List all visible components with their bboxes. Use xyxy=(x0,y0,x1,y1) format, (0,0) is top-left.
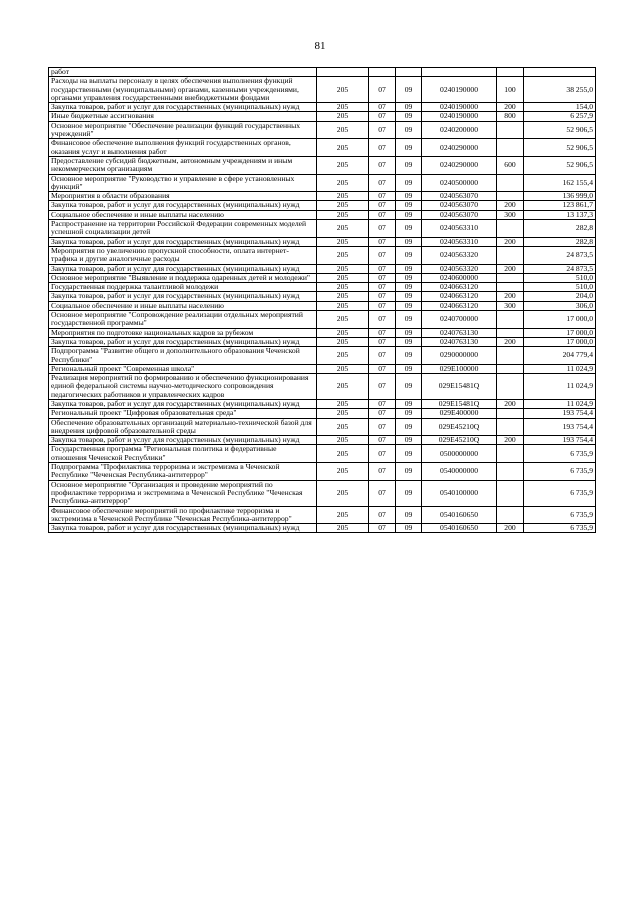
grbs-code-cell: 205 xyxy=(317,311,369,329)
subsection-code-cell: 09 xyxy=(396,480,422,506)
amount-cell: 52 906,5 xyxy=(524,121,596,139)
expense-name-cell: Закупка товаров, работ и услуг для государственных (муниципальных) нужд xyxy=(49,264,317,273)
subsection-code-cell: 09 xyxy=(396,220,422,238)
amount-cell: 306,0 xyxy=(524,301,596,310)
target-article-cell: 0240190000 xyxy=(422,103,497,112)
expense-type-cell: 600 xyxy=(497,156,524,174)
subsection-code-cell: 09 xyxy=(396,103,422,112)
amount-cell: 17 000,0 xyxy=(524,337,596,346)
grbs-code-cell: 205 xyxy=(317,156,369,174)
expense-type-cell: 800 xyxy=(497,112,524,121)
expense-name-cell: Закупка товаров, работ и услуг для государственных (муниципальных) нужд xyxy=(49,103,317,112)
section-code-cell: 07 xyxy=(369,301,396,310)
table-row xyxy=(49,524,596,533)
target-article-cell: 0240290000 xyxy=(422,156,497,174)
table-row xyxy=(49,220,596,238)
target-article-cell: 0240563310 xyxy=(422,237,497,246)
target-article-cell: 0240763130 xyxy=(422,337,497,346)
expense-name-cell: Иные бюджетные ассигнования xyxy=(49,112,317,121)
table-row xyxy=(49,112,596,121)
grbs-code-cell: 205 xyxy=(317,463,369,481)
table-row xyxy=(49,463,596,481)
target-article-cell: 0540000000 xyxy=(422,463,497,481)
amount-cell: 11 024,9 xyxy=(524,399,596,408)
target-article-cell: 029E45210Q xyxy=(422,418,497,436)
grbs-code-cell: 205 xyxy=(317,103,369,112)
section-code-cell: 07 xyxy=(369,283,396,292)
grbs-code-cell: 205 xyxy=(317,112,369,121)
subsection-code-cell: 09 xyxy=(396,77,422,103)
expense-name-cell: Финансовое обеспечение выполнения функций государственных органов, оказания услуг и выполнения работ xyxy=(49,139,317,157)
expense-type-cell xyxy=(497,139,524,157)
expense-name-cell: Государственная поддержка талантливой молодежи xyxy=(49,283,317,292)
table-row xyxy=(49,409,596,418)
target-article-cell: 0240600000 xyxy=(422,273,497,282)
subsection-code-cell: 09 xyxy=(396,337,422,346)
amount-cell: 204,0 xyxy=(524,292,596,301)
grbs-code-cell: 205 xyxy=(317,418,369,436)
target-article-cell: 029E15481Q xyxy=(422,374,497,400)
amount-cell: 123 861,7 xyxy=(524,201,596,210)
table-row xyxy=(49,77,596,103)
grbs-code-cell: 205 xyxy=(317,121,369,139)
section-code-cell: 07 xyxy=(369,311,396,329)
expense-type-cell: 200 xyxy=(497,292,524,301)
grbs-code-cell: 205 xyxy=(317,374,369,400)
expense-type-cell xyxy=(497,246,524,264)
amount-cell xyxy=(524,68,596,77)
target-article-cell: 0290000000 xyxy=(422,347,497,365)
expense-type-cell: 300 xyxy=(497,301,524,310)
section-code-cell: 07 xyxy=(369,292,396,301)
table-row xyxy=(49,174,596,192)
amount-cell: 6 735,9 xyxy=(524,463,596,481)
expense-type-cell xyxy=(497,480,524,506)
target-article-cell: 029E15481Q xyxy=(422,399,497,408)
expense-name-cell: Основное мероприятие "Руководство и управление в сфере установленных функций" xyxy=(49,174,317,192)
section-code-cell: 07 xyxy=(369,174,396,192)
subsection-code-cell: 09 xyxy=(396,283,422,292)
grbs-code-cell: 205 xyxy=(317,201,369,210)
section-code-cell: 07 xyxy=(369,103,396,112)
target-article-cell: 0240563070 xyxy=(422,210,497,219)
section-code-cell: 07 xyxy=(369,445,396,463)
grbs-code-cell: 205 xyxy=(317,480,369,506)
target-article-cell: 0240563320 xyxy=(422,246,497,264)
section-code-cell: 07 xyxy=(369,246,396,264)
target-article-cell: 0240190000 xyxy=(422,112,497,121)
expense-type-cell xyxy=(497,506,524,524)
grbs-code-cell: 205 xyxy=(317,77,369,103)
expense-type-cell: 200 xyxy=(497,264,524,273)
amount-cell: 24 873,5 xyxy=(524,246,596,264)
subsection-code-cell: 09 xyxy=(396,192,422,201)
amount-cell: 6 257,9 xyxy=(524,112,596,121)
expense-type-cell xyxy=(497,121,524,139)
table-row xyxy=(49,480,596,506)
subsection-code-cell: 09 xyxy=(396,506,422,524)
subsection-code-cell: 09 xyxy=(396,311,422,329)
amount-cell: 193 754,4 xyxy=(524,409,596,418)
target-article-cell xyxy=(422,68,497,77)
grbs-code-cell: 205 xyxy=(317,139,369,157)
expense-name-cell: Подпрограмма "Профилактика терроризма и экстремизма в Чеченской Республике "Чеченская Республика-антитеррор" xyxy=(49,463,317,481)
target-article-cell: 0500000000 xyxy=(422,445,497,463)
section-code-cell: 07 xyxy=(369,139,396,157)
section-code-cell: 07 xyxy=(369,328,396,337)
subsection-code-cell: 09 xyxy=(396,292,422,301)
table-row xyxy=(49,264,596,273)
section-code-cell xyxy=(369,68,396,77)
subsection-code-cell: 09 xyxy=(396,409,422,418)
expense-name-cell: Расходы на выплаты персоналу в целях обеспечения выполнения функций государственными (муниципальными) органами, казенными учреждениями, органами управления государственными внебюджетными фондами xyxy=(49,77,317,103)
amount-cell: 154,0 xyxy=(524,103,596,112)
section-code-cell: 07 xyxy=(369,121,396,139)
expense-type-cell xyxy=(497,364,524,373)
expense-type-cell xyxy=(497,418,524,436)
section-code-cell: 07 xyxy=(369,264,396,273)
table-row xyxy=(49,201,596,210)
grbs-code-cell: 205 xyxy=(317,246,369,264)
section-code-cell: 07 xyxy=(369,347,396,365)
subsection-code-cell: 09 xyxy=(396,112,422,121)
section-code-cell: 07 xyxy=(369,220,396,238)
amount-cell: 6 735,9 xyxy=(524,524,596,533)
expense-type-cell xyxy=(497,68,524,77)
amount-cell: 17 000,0 xyxy=(524,311,596,329)
expense-name-cell: Реализация мероприятий по формированию и обеспечению функционирования единой федеральной системы научно-методического сопровождения педагогических работников и управленческих кадров xyxy=(49,374,317,400)
grbs-code-cell: 205 xyxy=(317,409,369,418)
amount-cell: 17 000,0 xyxy=(524,328,596,337)
subsection-code-cell: 09 xyxy=(396,246,422,264)
section-code-cell: 07 xyxy=(369,399,396,408)
grbs-code-cell: 205 xyxy=(317,283,369,292)
expense-type-cell xyxy=(497,409,524,418)
expense-name-cell: Мероприятия в области образования xyxy=(49,192,317,201)
grbs-code-cell: 205 xyxy=(317,436,369,445)
expense-type-cell: 200 xyxy=(497,399,524,408)
expense-type-cell xyxy=(497,311,524,329)
section-code-cell: 07 xyxy=(369,506,396,524)
expense-type-cell: 200 xyxy=(497,201,524,210)
grbs-code-cell: 205 xyxy=(317,399,369,408)
grbs-code-cell: 205 xyxy=(317,524,369,533)
table-row xyxy=(49,418,596,436)
subsection-code-cell: 09 xyxy=(396,210,422,219)
table-row xyxy=(49,445,596,463)
amount-cell: 6 735,9 xyxy=(524,480,596,506)
expense-name-cell: Основное мероприятие "Выявление и поддержка одаренных детей и молодежи" xyxy=(49,273,317,282)
amount-cell: 38 255,0 xyxy=(524,77,596,103)
amount-cell: 11 024,9 xyxy=(524,364,596,373)
subsection-code-cell: 09 xyxy=(396,418,422,436)
grbs-code-cell: 205 xyxy=(317,506,369,524)
amount-cell: 136 999,0 xyxy=(524,192,596,201)
grbs-code-cell: 205 xyxy=(317,301,369,310)
amount-cell: 510,0 xyxy=(524,273,596,282)
section-code-cell: 07 xyxy=(369,463,396,481)
grbs-code-cell: 205 xyxy=(317,328,369,337)
target-article-cell: 0240500000 xyxy=(422,174,497,192)
amount-cell: 13 137,3 xyxy=(524,210,596,219)
amount-cell: 193 754,4 xyxy=(524,418,596,436)
target-article-cell: 0240290000 xyxy=(422,139,497,157)
expense-name-cell: Закупка товаров, работ и услуг для государственных (муниципальных) нужд xyxy=(49,237,317,246)
section-code-cell: 07 xyxy=(369,337,396,346)
section-code-cell: 07 xyxy=(369,364,396,373)
expense-type-cell: 200 xyxy=(497,103,524,112)
section-code-cell: 07 xyxy=(369,480,396,506)
target-article-cell: 0240563310 xyxy=(422,220,497,238)
expense-name-cell: Подпрограмма "Развитие общего и дополнительного образования Чеченской Республики" xyxy=(49,347,317,365)
expense-type-cell xyxy=(497,347,524,365)
page-number: 81 xyxy=(314,40,326,52)
amount-cell: 11 024,9 xyxy=(524,374,596,400)
amount-cell: 510,0 xyxy=(524,283,596,292)
section-code-cell: 07 xyxy=(369,409,396,418)
target-article-cell: 0240663120 xyxy=(422,283,497,292)
subsection-code-cell: 09 xyxy=(396,264,422,273)
amount-cell: 24 873,5 xyxy=(524,264,596,273)
section-code-cell: 07 xyxy=(369,273,396,282)
subsection-code-cell: 09 xyxy=(396,174,422,192)
target-article-cell: 0540160650 xyxy=(422,506,497,524)
expense-type-cell: 100 xyxy=(497,77,524,103)
target-article-cell: 0240200000 xyxy=(422,121,497,139)
expense-name-cell: Государственная программа "Региональная политика и федеративные отношения Чеченской Республики" xyxy=(49,445,317,463)
expense-type-cell xyxy=(497,445,524,463)
subsection-code-cell: 09 xyxy=(396,463,422,481)
section-code-cell: 07 xyxy=(369,237,396,246)
expense-type-cell: 200 xyxy=(497,337,524,346)
section-code-cell: 07 xyxy=(369,210,396,219)
subsection-code-cell: 09 xyxy=(396,139,422,157)
expense-name-cell: Основное мероприятие "Организация и проведение мероприятий по профилактике терроризма и экстремизма в Чеченской Республике "Чеченская Республика-антитеррор" xyxy=(49,480,317,506)
expense-type-cell xyxy=(497,374,524,400)
grbs-code-cell: 205 xyxy=(317,237,369,246)
section-code-cell: 07 xyxy=(369,524,396,533)
expense-name-cell: Социальное обеспечение и иные выплаты населению xyxy=(49,301,317,310)
grbs-code-cell: 205 xyxy=(317,347,369,365)
target-article-cell: 0540160650 xyxy=(422,524,497,533)
expense-type-cell xyxy=(497,328,524,337)
target-article-cell: 029E100000 xyxy=(422,364,497,373)
table-row xyxy=(49,347,596,365)
target-article-cell: 0240563320 xyxy=(422,264,497,273)
expense-name-cell: Закупка товаров, работ и услуг для государственных (муниципальных) нужд xyxy=(49,201,317,210)
subsection-code-cell: 09 xyxy=(396,273,422,282)
target-article-cell: 029E400000 xyxy=(422,409,497,418)
expense-type-cell xyxy=(497,463,524,481)
subsection-code-cell: 09 xyxy=(396,524,422,533)
target-article-cell: 0240563070 xyxy=(422,201,497,210)
subsection-code-cell: 09 xyxy=(396,328,422,337)
table-row xyxy=(49,328,596,337)
amount-cell: 52 906,5 xyxy=(524,156,596,174)
expense-type-cell: 200 xyxy=(497,237,524,246)
amount-cell: 282,8 xyxy=(524,237,596,246)
expense-name-cell: Региональный проект "Современная школа" xyxy=(49,364,317,373)
target-article-cell: 0540100000 xyxy=(422,480,497,506)
target-article-cell: 0240663120 xyxy=(422,301,497,310)
expense-name-cell: работ xyxy=(49,68,317,77)
amount-cell: 193 754,4 xyxy=(524,436,596,445)
table-row xyxy=(49,121,596,139)
subsection-code-cell: 09 xyxy=(396,399,422,408)
expense-name-cell: Закупка товаров, работ и услуг для государственных (муниципальных) нужд xyxy=(49,436,317,445)
expense-type-cell: 200 xyxy=(497,436,524,445)
target-article-cell: 0240763130 xyxy=(422,328,497,337)
table-row xyxy=(49,374,596,400)
section-code-cell: 07 xyxy=(369,77,396,103)
expense-name-cell: Финансовое обеспечение мероприятий по профилактике терроризма и экстремизма в Чеченской Республике "Чеченская Республика-антитеррор" xyxy=(49,506,317,524)
subsection-code-cell: 09 xyxy=(396,347,422,365)
section-code-cell: 07 xyxy=(369,436,396,445)
expense-name-cell: Основное мероприятие "Обеспечение реализации функций государственных учреждений" xyxy=(49,121,317,139)
budget-table-body xyxy=(49,68,596,533)
grbs-code-cell: 205 xyxy=(317,220,369,238)
target-article-cell: 0240190000 xyxy=(422,77,497,103)
section-code-cell: 07 xyxy=(369,418,396,436)
table-row xyxy=(49,311,596,329)
section-code-cell: 07 xyxy=(369,112,396,121)
table-row xyxy=(49,292,596,301)
expense-type-cell: 300 xyxy=(497,210,524,219)
section-code-cell: 07 xyxy=(369,374,396,400)
target-article-cell: 0240563070 xyxy=(422,192,497,201)
amount-cell: 6 735,9 xyxy=(524,445,596,463)
subsection-code-cell xyxy=(396,68,422,77)
grbs-code-cell: 205 xyxy=(317,174,369,192)
grbs-code-cell: 205 xyxy=(317,273,369,282)
target-article-cell: 0240663120 xyxy=(422,292,497,301)
budget-table xyxy=(48,67,596,533)
grbs-code-cell: 205 xyxy=(317,210,369,219)
grbs-code-cell: 205 xyxy=(317,192,369,201)
subsection-code-cell: 09 xyxy=(396,121,422,139)
expense-name-cell: Мероприятия по увеличению пропускной способности, оплата интернет-трафика и другие аналогичные расходы xyxy=(49,246,317,264)
amount-cell: 52 906,5 xyxy=(524,139,596,157)
expense-name-cell: Распространение на территории Российской Федерации современных моделей успешной социализации детей xyxy=(49,220,317,238)
grbs-code-cell: 205 xyxy=(317,337,369,346)
expense-name-cell: Мероприятия по подготовке национальных кадров за рубежом xyxy=(49,328,317,337)
expense-name-cell: Основное мероприятие "Сопровождение реализации отдельных мероприятий государственной программы" xyxy=(49,311,317,329)
amount-cell: 162 155,4 xyxy=(524,174,596,192)
amount-cell: 204 779,4 xyxy=(524,347,596,365)
target-article-cell: 0240700000 xyxy=(422,311,497,329)
grbs-code-cell xyxy=(317,68,369,77)
subsection-code-cell: 09 xyxy=(396,301,422,310)
amount-cell: 282,8 xyxy=(524,220,596,238)
grbs-code-cell: 205 xyxy=(317,292,369,301)
expense-name-cell: Закупка товаров, работ и услуг для государственных (муниципальных) нужд xyxy=(49,337,317,346)
table-row xyxy=(49,156,596,174)
grbs-code-cell: 205 xyxy=(317,364,369,373)
table-row xyxy=(49,506,596,524)
target-article-cell: 029E45210Q xyxy=(422,436,497,445)
expense-name-cell: Закупка товаров, работ и услуг для государственных (муниципальных) нужд xyxy=(49,524,317,533)
expense-name-cell: Предоставление субсидий бюджетным, автономным учреждениям и иным некоммерческим организациям xyxy=(49,156,317,174)
subsection-code-cell: 09 xyxy=(396,201,422,210)
section-code-cell: 07 xyxy=(369,156,396,174)
subsection-code-cell: 09 xyxy=(396,156,422,174)
subsection-code-cell: 09 xyxy=(396,237,422,246)
section-code-cell: 07 xyxy=(369,201,396,210)
section-code-cell: 07 xyxy=(369,192,396,201)
expense-type-cell xyxy=(497,273,524,282)
expense-name-cell: Региональный проект "Цифровая образовательная среда" xyxy=(49,409,317,418)
table-row xyxy=(49,139,596,157)
expense-type-cell xyxy=(497,174,524,192)
subsection-code-cell: 09 xyxy=(396,364,422,373)
expense-name-cell: Закупка товаров, работ и услуг для государственных (муниципальных) нужд xyxy=(49,399,317,408)
grbs-code-cell: 205 xyxy=(317,445,369,463)
expense-type-cell xyxy=(497,220,524,238)
subsection-code-cell: 09 xyxy=(396,445,422,463)
table-row xyxy=(49,246,596,264)
expense-name-cell: Закупка товаров, работ и услуг для государственных (муниципальных) нужд xyxy=(49,292,317,301)
expense-name-cell: Обеспечение образовательных организаций материально-технической базой для внедрения цифровой образовательной среды xyxy=(49,418,317,436)
subsection-code-cell: 09 xyxy=(396,374,422,400)
expense-type-cell: 200 xyxy=(497,524,524,533)
grbs-code-cell: 205 xyxy=(317,264,369,273)
subsection-code-cell: 09 xyxy=(396,436,422,445)
amount-cell: 6 735,9 xyxy=(524,506,596,524)
expense-name-cell: Социальное обеспечение и иные выплаты населению xyxy=(49,210,317,219)
